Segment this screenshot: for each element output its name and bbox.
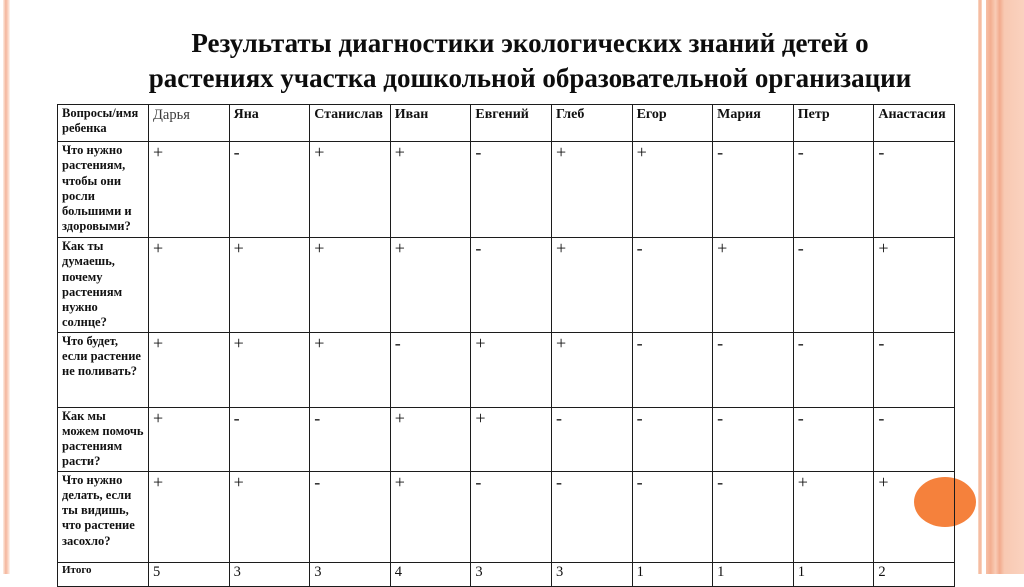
answer-cell: - — [713, 471, 794, 562]
answer-cell: + — [229, 238, 310, 333]
table-row — [58, 471, 955, 562]
answer-cell: + — [149, 407, 230, 471]
answer-cell: + — [149, 142, 230, 238]
total-cell: 3 — [229, 562, 310, 586]
answer-cell: + — [390, 142, 471, 238]
total-cell: 5 — [149, 562, 230, 586]
left-border-decoration — [3, 0, 10, 574]
answer-cell: + — [713, 238, 794, 333]
question-cell: Что нужно растениям, чтобы они росли большими и здоровыми? — [58, 142, 149, 238]
answer-cell: - — [793, 407, 874, 471]
column-header-child: Глеб — [551, 105, 632, 142]
column-header-child: Мария — [713, 105, 794, 142]
answer-cell: + — [149, 332, 230, 407]
column-header-child: Евгений — [471, 105, 552, 142]
answer-cell: - — [310, 407, 391, 471]
question-cell: Как ты думаешь, почему растениям нужно солнце? — [58, 238, 149, 333]
column-header-child: Петр — [793, 105, 874, 142]
answer-cell: + — [149, 238, 230, 333]
answer-cell: + — [229, 332, 310, 407]
answer-cell: - — [793, 142, 874, 238]
total-cell: 1 — [632, 562, 713, 586]
answer-cell: + — [390, 471, 471, 562]
results-table — [57, 104, 955, 587]
answer-cell: - — [632, 238, 713, 333]
answer-cell: + — [310, 332, 391, 407]
answer-cell: + — [310, 142, 391, 238]
column-header-child: Яна — [229, 105, 310, 142]
answer-cell: + — [874, 238, 955, 333]
answer-cell: - — [713, 142, 794, 238]
totals-label: Итого — [58, 562, 149, 586]
slide-title-line1: Результаты диагностики экологических знаний детей о — [191, 28, 869, 58]
total-cell: 4 — [390, 562, 471, 586]
column-header-child: Анастасия — [874, 105, 955, 142]
answer-cell: - — [632, 471, 713, 562]
answer-cell: - — [632, 332, 713, 407]
column-header-child: Станислав — [310, 105, 391, 142]
slide-title-line2: растениях участка дошкольной образовательной организации — [148, 63, 912, 93]
answer-cell: + — [551, 142, 632, 238]
answer-cell: - — [310, 471, 391, 562]
totals-row — [58, 562, 955, 586]
answer-cell: - — [229, 142, 310, 238]
answer-cell: - — [229, 407, 310, 471]
answer-cell: - — [390, 332, 471, 407]
table-row — [58, 142, 955, 238]
total-cell: 3 — [310, 562, 391, 586]
total-cell: 1 — [713, 562, 794, 586]
answer-cell: + — [390, 238, 471, 333]
total-cell: 3 — [551, 562, 632, 586]
answer-cell: + — [149, 471, 230, 562]
answer-cell: + — [551, 332, 632, 407]
table-row — [58, 407, 955, 471]
answer-cell: - — [713, 407, 794, 471]
answer-cell: - — [874, 407, 955, 471]
answer-cell: - — [793, 332, 874, 407]
question-cell: Как мы можем помочь растениям расти? — [58, 407, 149, 471]
table-header-row — [58, 105, 955, 142]
answer-cell: + — [471, 332, 552, 407]
answer-cell: + — [310, 238, 391, 333]
column-header-questions: Вопросы/имя ребенка — [58, 105, 149, 142]
column-header-child: Иван — [390, 105, 471, 142]
total-cell: 3 — [471, 562, 552, 586]
column-header-child: Дарья — [149, 105, 230, 142]
total-cell: 1 — [793, 562, 874, 586]
answer-cell: - — [713, 332, 794, 407]
answer-cell: + — [390, 407, 471, 471]
answer-cell: + — [632, 142, 713, 238]
table-row — [58, 238, 955, 333]
answer-cell: + — [229, 471, 310, 562]
question-cell: Что нужно делать, если ты видишь, что растение засохло? — [58, 471, 149, 562]
answer-cell: - — [551, 471, 632, 562]
answer-cell: + — [551, 238, 632, 333]
answer-cell: - — [551, 407, 632, 471]
slide-title — [36, 26, 1024, 96]
answer-cell: - — [471, 142, 552, 238]
answer-cell: - — [793, 238, 874, 333]
column-header-child: Егор — [632, 105, 713, 142]
answer-cell: - — [632, 407, 713, 471]
answer-cell: - — [874, 142, 955, 238]
answer-cell: - — [471, 238, 552, 333]
answer-cell: + — [793, 471, 874, 562]
answer-cell: + — [874, 471, 955, 562]
answer-cell: + — [471, 407, 552, 471]
table-row — [58, 332, 955, 407]
answer-cell: - — [874, 332, 955, 407]
total-cell: 2 — [874, 562, 955, 586]
question-cell: Что будет, если растение не поливать? — [58, 332, 149, 407]
answer-cell: - — [471, 471, 552, 562]
